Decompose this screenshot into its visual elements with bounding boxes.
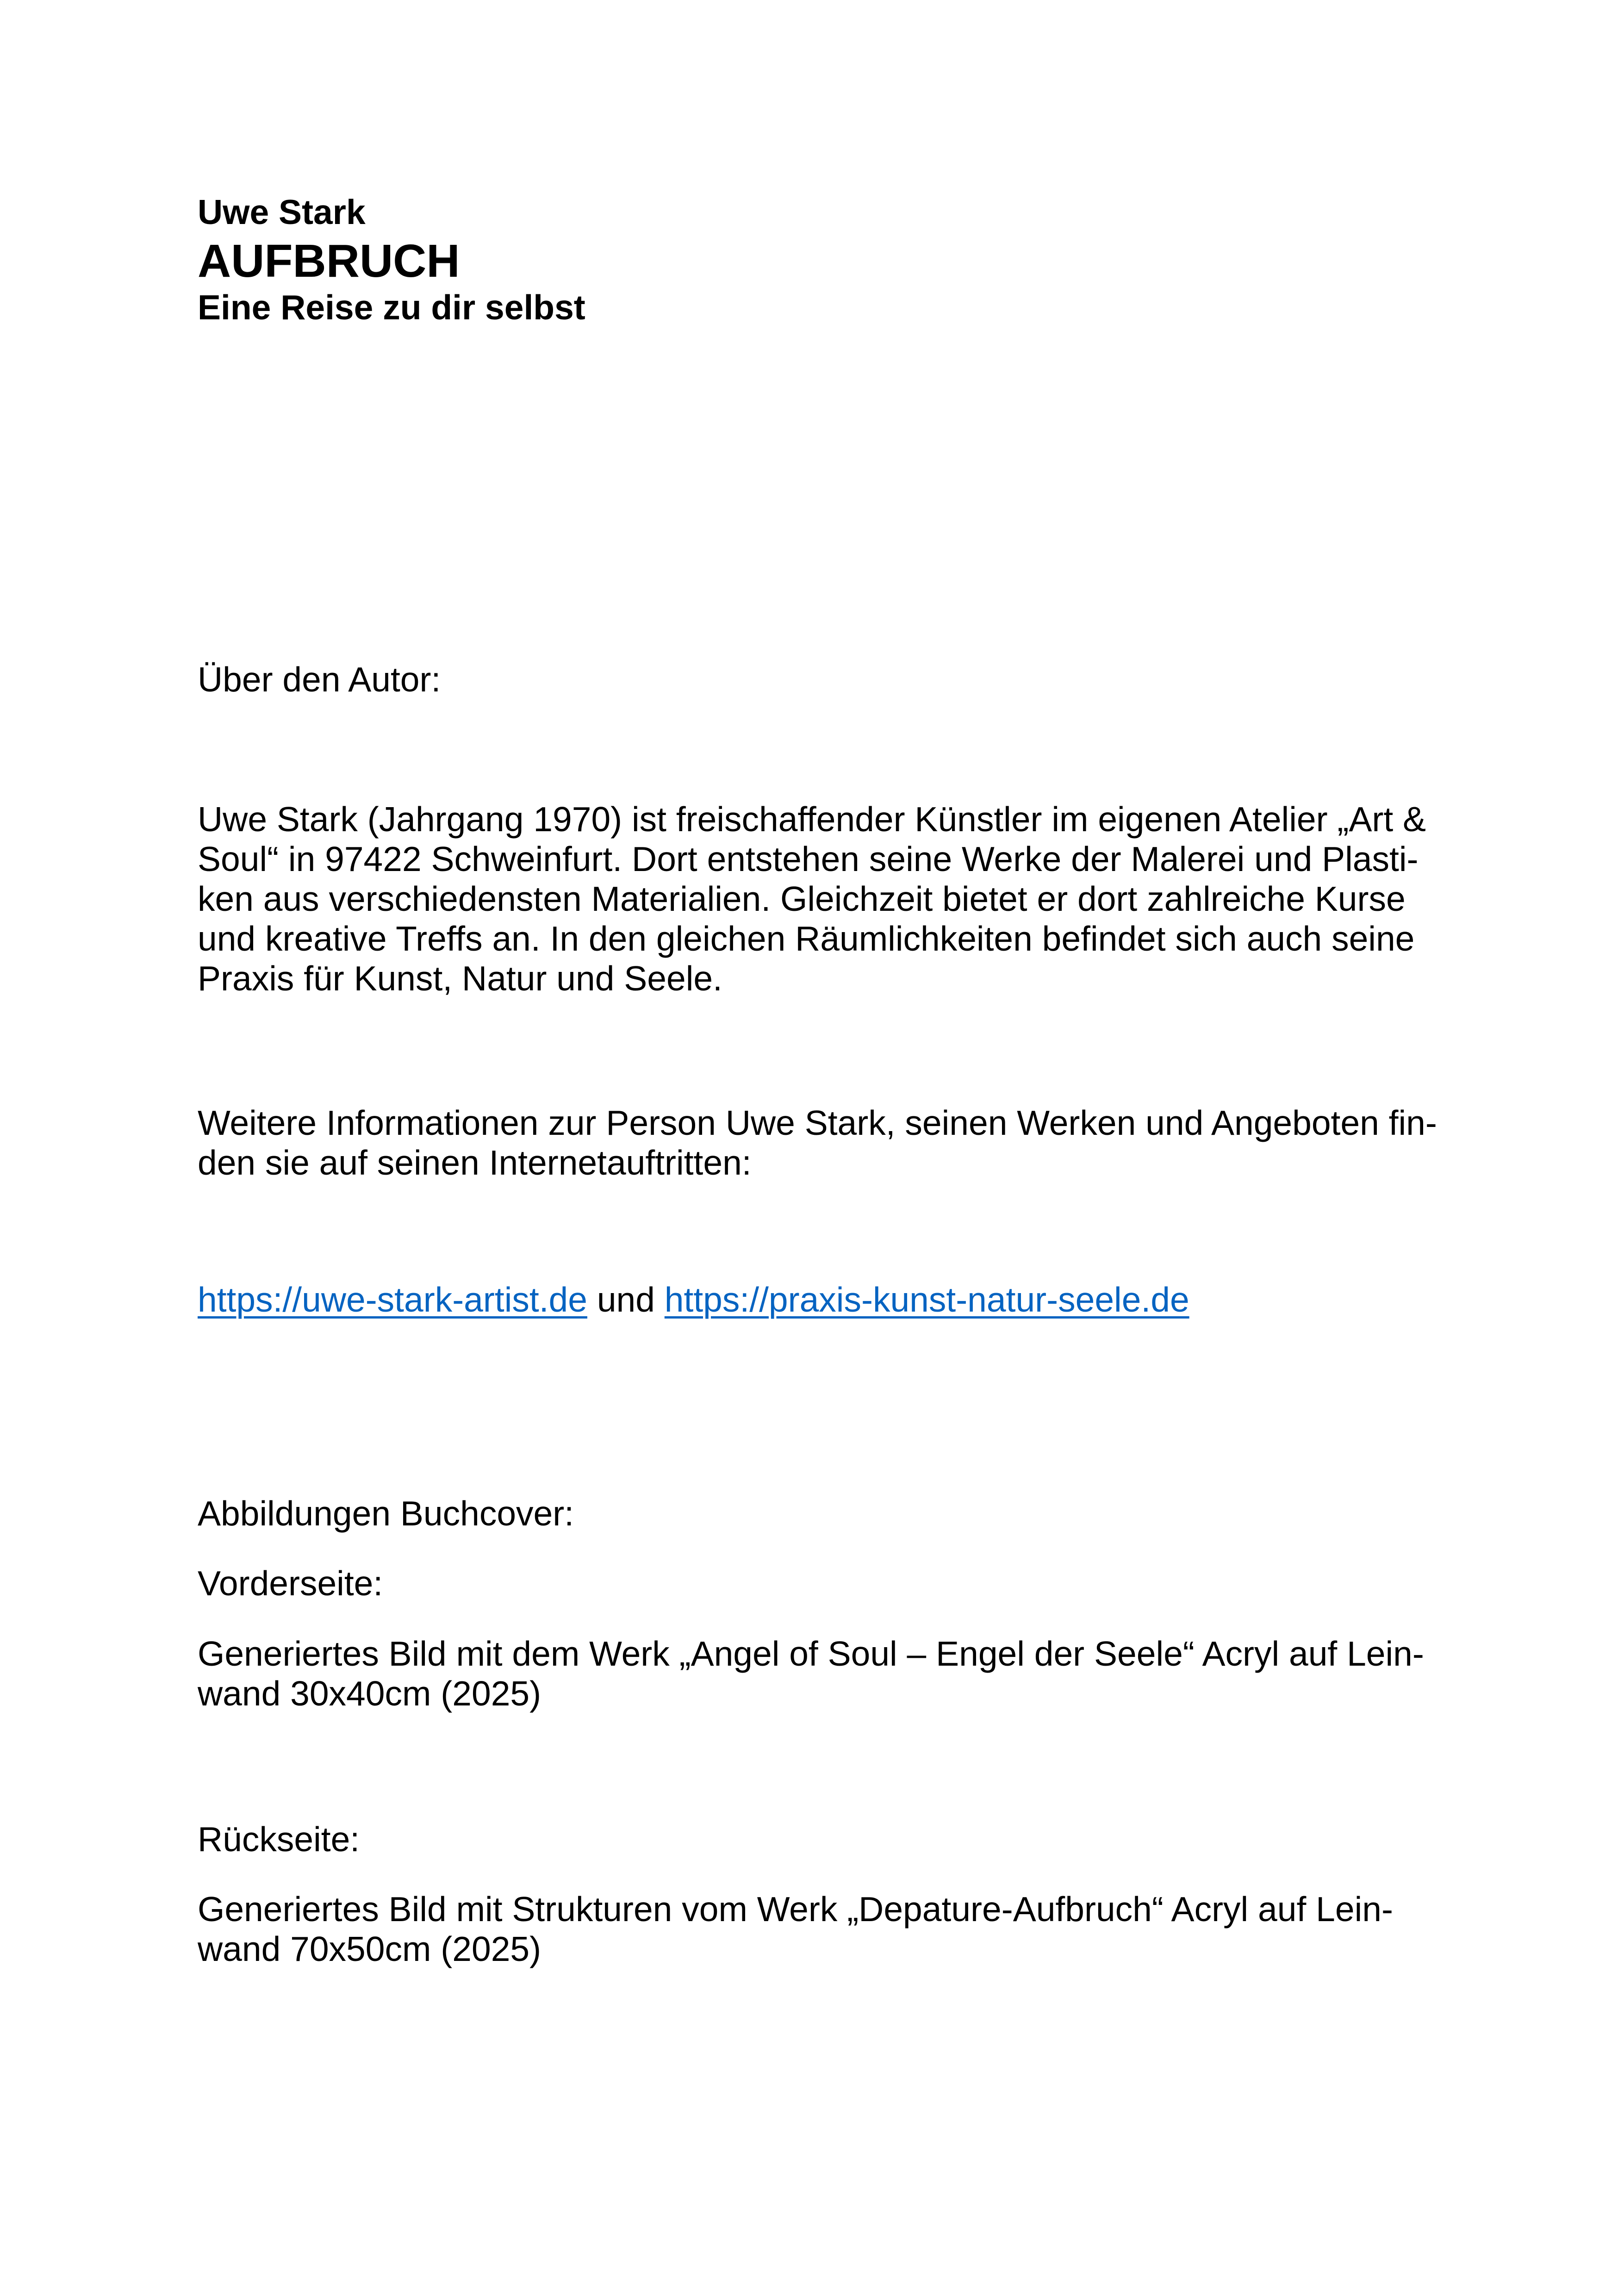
- book-subtitle: Eine Reise zu dir selbst: [198, 288, 585, 327]
- cover-images-heading: Abbildungen Buchcover:: [198, 1494, 574, 1533]
- author-name: Uwe Stark: [198, 193, 366, 231]
- back-cover-line: wand 70x50cm (2025): [198, 1929, 541, 1968]
- links-line: [198, 1280, 1447, 1319]
- front-cover-heading: Vorderseite:: [198, 1564, 383, 1603]
- bio-line: und kreative Treffs an. In den gleichen Räumlichkeiten befindet sich auch seine: [198, 919, 1415, 958]
- practice-website-link[interactable]: https://praxis-kunst-natur-seele.de: [664, 1280, 1189, 1319]
- more-info-line: Weitere Informationen zur Person Uwe Stark, seinen Werken und Angeboten fin-: [198, 1103, 1437, 1142]
- front-cover-line: Generiertes Bild mit dem Werk „Angel of Soul – Engel der Seele“ Acryl auf Lein-: [198, 1634, 1424, 1673]
- website-links: [198, 1280, 1447, 1319]
- more-info-line: den sie auf seinen Internetauftritten:: [198, 1143, 752, 1182]
- links-connector: und: [597, 1280, 655, 1319]
- bio-line: ken aus verschiedensten Materialien. Gleichzeit bietet er dort zahlreiche Kurse: [198, 879, 1406, 918]
- more-info-paragraph: [198, 1103, 1447, 1182]
- bio-line: Soul“ in 97422 Schweinfurt. Dort entstehen seine Werke der Malerei und Plasti-: [198, 840, 1419, 878]
- back-cover-description: [198, 1889, 1447, 1969]
- artist-website-link[interactable]: https://uwe-stark-artist.de: [198, 1280, 587, 1319]
- author-bio: [198, 799, 1447, 998]
- bio-line: Praxis für Kunst, Natur und Seele.: [198, 959, 722, 998]
- book-title: AUFBRUCH: [198, 235, 460, 287]
- back-cover-heading: Rückseite:: [198, 1820, 360, 1859]
- front-cover-line: wand 30x40cm (2025): [198, 1674, 541, 1713]
- back-cover-line: Generiertes Bild mit Strukturen vom Werk „Depature-Aufbruch“ Acryl auf Lein-: [198, 1890, 1393, 1929]
- about-author-heading: Über den Autor:: [198, 660, 441, 699]
- bio-line: Uwe Stark (Jahrgang 1970) ist freischaffender Künstler im eigenen Atelier „Art &: [198, 800, 1426, 839]
- front-cover-description: [198, 1634, 1447, 1713]
